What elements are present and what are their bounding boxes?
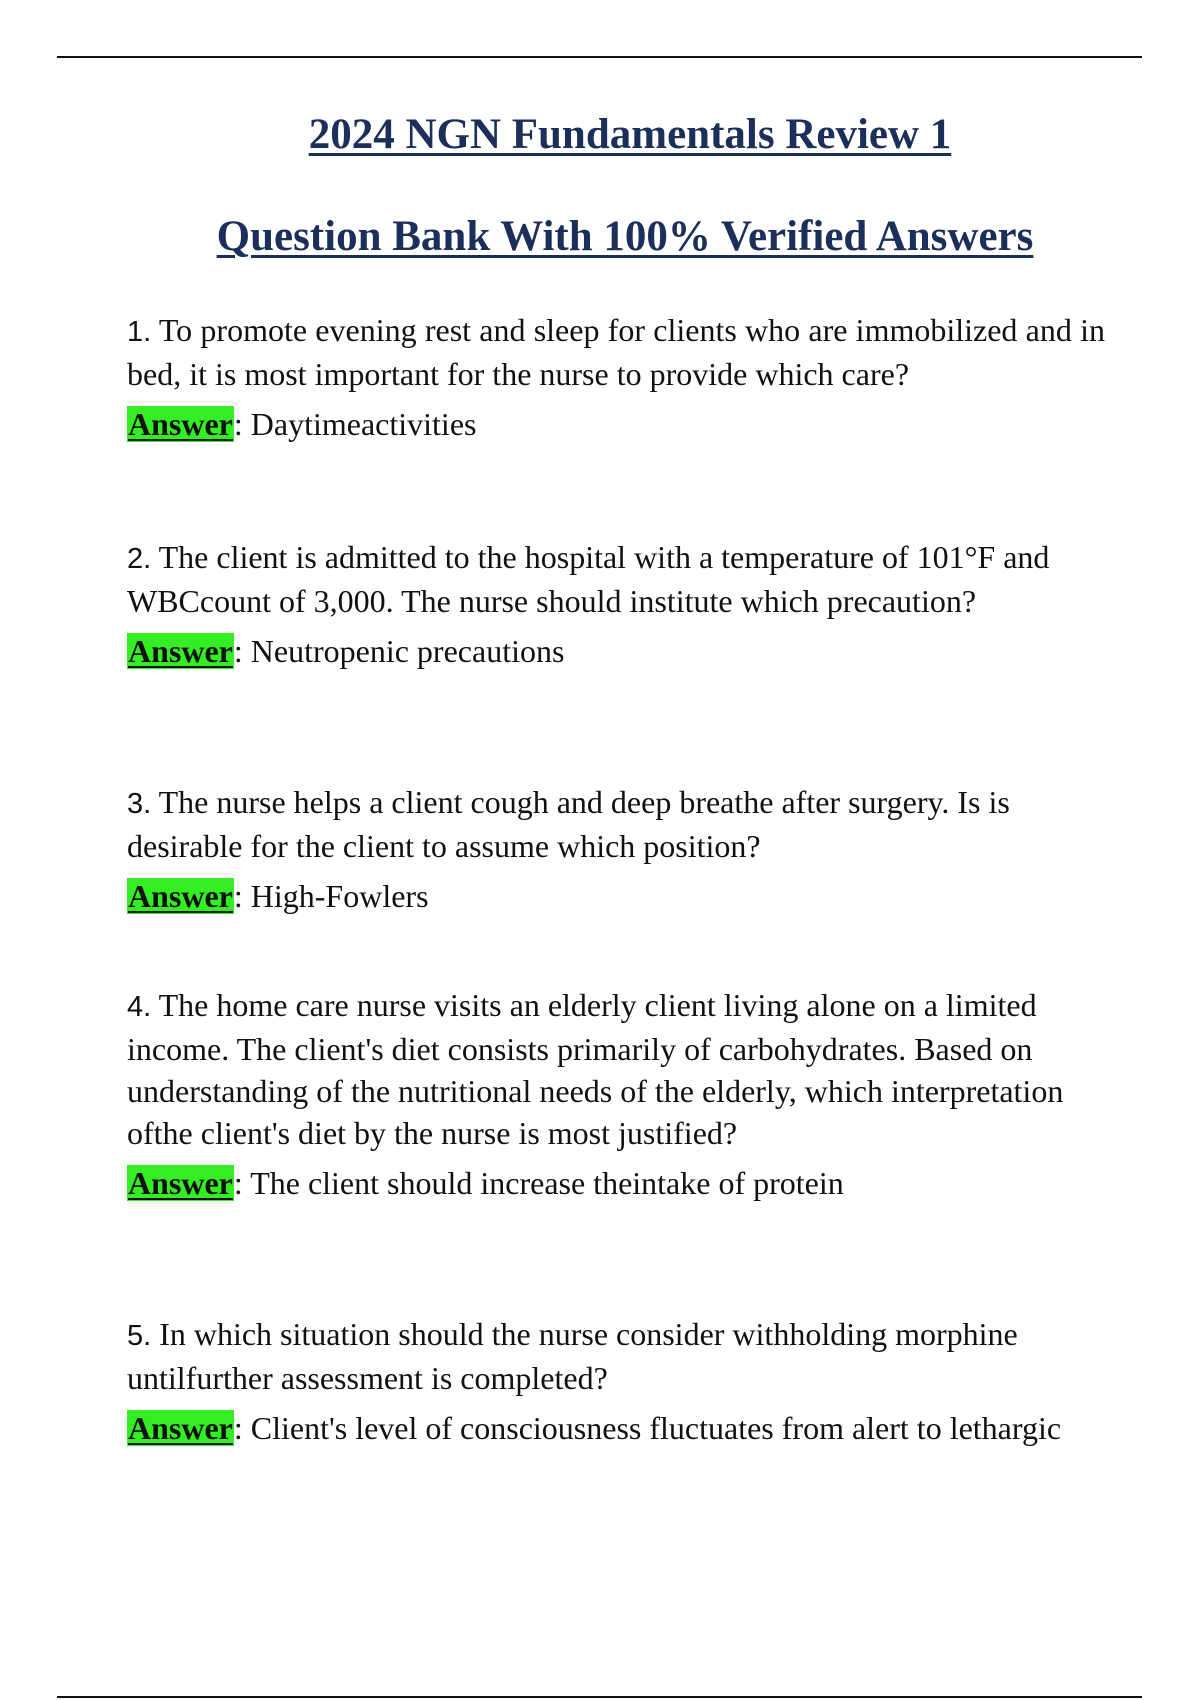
answer-line: Answer: Neutropenic precautions bbox=[128, 633, 565, 669]
question-number: 2. bbox=[127, 543, 152, 575]
question-item bbox=[127, 1313, 1105, 1449]
question-item bbox=[127, 309, 1105, 445]
answer-text: Neutropenic precautions bbox=[250, 633, 565, 669]
bottom-rule bbox=[57, 1696, 1142, 1698]
answer-text: Client's level of consciousness fluctuates from alert to lethargic bbox=[250, 1410, 1062, 1446]
answer-line: Answer: The client should increase theintake of protein bbox=[128, 1165, 844, 1201]
answer-label: Answer bbox=[128, 406, 233, 442]
answer-label: Answer bbox=[128, 633, 233, 669]
question-number: 4. bbox=[127, 991, 152, 1023]
answer-text: The client should increase theintake of protein bbox=[250, 1165, 844, 1201]
answer-label: Answer bbox=[128, 1410, 233, 1446]
answer-label: Answer bbox=[128, 1165, 233, 1201]
question-number: 1. bbox=[127, 316, 152, 348]
answer-line: Answer: Client's level of consciousness fluctuates from alert to lethargic bbox=[128, 1410, 1062, 1446]
question-number: 3. bbox=[127, 788, 152, 820]
answer-label: Answer bbox=[128, 878, 233, 914]
top-rule bbox=[57, 56, 1142, 58]
question-number: 5. bbox=[127, 1320, 152, 1352]
question-text: 4. The home care nurse visits an elderly client living alone on a limited income. The client's diet consists primarily of carbohydrates. Based on understanding of the nutritional needs of the elderly, which interpretation ofthe client's diet by the nurse is most justified? bbox=[127, 987, 1064, 1151]
answer-text: High-Fowlers bbox=[250, 878, 429, 914]
question-text: 5. In which situation should the nurse consider withholding morphine untilfurther assessment is completed? bbox=[127, 1316, 1018, 1396]
document-subtitle: Question Bank With 100% Verified Answers bbox=[216, 213, 1034, 260]
question-item bbox=[127, 781, 1105, 917]
question-item bbox=[127, 984, 1105, 1204]
answer-line: Answer: Daytimeactivities bbox=[128, 406, 477, 442]
document-title: 2024 NGN Fundamentals Review 1 bbox=[308, 111, 952, 158]
question-text: 2. The client is admitted to the hospital with a temperature of 101°F and WBCcount of 3,000. The nurse should institute which precaution? bbox=[127, 539, 1050, 619]
answer-line: Answer: High-Fowlers bbox=[128, 878, 429, 914]
question-item bbox=[127, 536, 1105, 672]
question-text: 1. To promote evening rest and sleep for clients who are immobilized and in bed, it is most important for the nurse to provide which care? bbox=[127, 312, 1106, 392]
question-text: 3. The nurse helps a client cough and deep breathe after surgery. Is is desirable for the client to assume which position? bbox=[127, 784, 1010, 864]
answer-text: Daytimeactivities bbox=[250, 406, 477, 442]
